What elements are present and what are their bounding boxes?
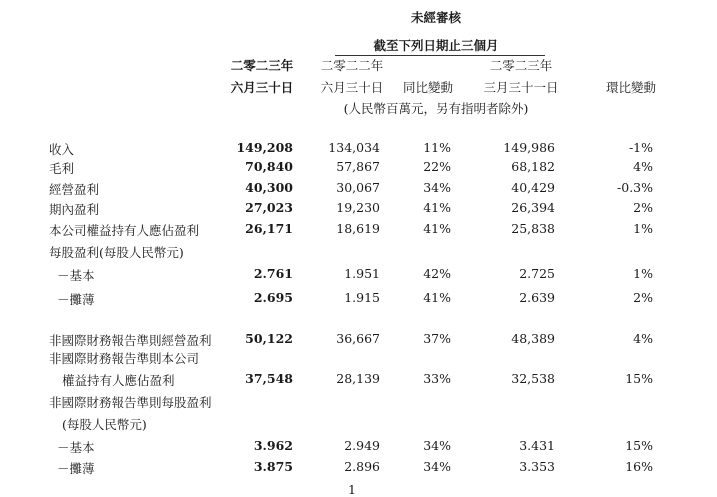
cell-col2: 19,230 [336, 200, 380, 215]
cell-col3: 34% [423, 438, 451, 453]
cell-col2: 18,619 [336, 221, 380, 236]
row-label: 非國際財務報告準則本公司 [49, 351, 200, 366]
cell-col4: 32,538 [511, 371, 555, 386]
cell-col1: 26,171 [245, 221, 293, 236]
cell-col3: 37% [423, 331, 451, 346]
cell-col1: 50,122 [245, 331, 293, 346]
row-label: 經營盈利 [49, 182, 100, 197]
cell-col5: 15% [625, 438, 653, 453]
cell-col1: 2.695 [253, 290, 293, 305]
period-label: 截至下列日期止三個月 [373, 38, 499, 53]
cell-col2: 1.951 [344, 266, 380, 281]
cell-col4: 68,182 [511, 159, 555, 174]
row-label: －基本 [57, 268, 95, 283]
cell-col1: 40,300 [245, 180, 293, 195]
col1-date: 六月三十日 [230, 80, 294, 95]
col4-date: 三月三十一日 [483, 80, 559, 95]
cell-col1: 70,840 [245, 159, 293, 174]
row-label: 每股盈利(每股人民幣元) [49, 245, 184, 260]
row-label: 毛利 [49, 161, 75, 176]
page-number: 1 [348, 482, 356, 497]
col2-year: 二零二二年 [320, 58, 384, 73]
col4-year: 二零二三年 [489, 58, 553, 73]
col5-header: 環比變動 [605, 80, 657, 95]
col3-header: 同比變動 [402, 80, 454, 95]
cell-col3: 22% [423, 159, 451, 174]
row-label: －攤薄 [57, 461, 95, 476]
row-label: (每股人民幣元) [62, 417, 147, 432]
cell-col4: 48,389 [511, 331, 555, 346]
cell-col5: -1% [628, 140, 653, 155]
cell-col2: 57,867 [336, 159, 380, 174]
cell-col4: 3.353 [519, 459, 555, 474]
cell-col4: 2.639 [519, 290, 555, 305]
cell-col2: 30,067 [336, 180, 380, 195]
row-label: 本公司權益持有人應佔盈利 [49, 223, 200, 238]
unaudited-label: 未經審核 [410, 10, 462, 25]
cell-col5: 1% [633, 221, 653, 236]
cell-col4: 149,986 [503, 140, 555, 155]
cell-col2: 1.915 [344, 290, 380, 305]
cell-col2: 2.949 [344, 438, 380, 453]
cell-col1: 3.875 [253, 459, 293, 474]
cell-col3: 42% [423, 266, 451, 281]
cell-col4: 25,838 [511, 221, 555, 236]
cell-col3: 41% [423, 200, 451, 215]
cell-col4: 40,429 [511, 180, 555, 195]
cell-col3: 33% [423, 371, 451, 386]
cell-col4: 2.725 [519, 266, 555, 281]
cell-col5: 1% [633, 266, 653, 281]
cell-col1: 37,548 [245, 371, 293, 386]
row-label: 期內盈利 [49, 202, 100, 217]
cell-col5: 15% [625, 371, 653, 386]
units-note: (人民幣百萬元，另有指明者除外) [343, 101, 529, 116]
cell-col2: 36,667 [336, 331, 380, 346]
row-label: 非國際財務報告準則經營盈利 [49, 333, 212, 348]
cell-col2: 134,034 [328, 140, 380, 155]
cell-col1: 3.962 [253, 438, 293, 453]
row-label: －基本 [57, 440, 95, 455]
row-label: －攤薄 [57, 292, 95, 307]
cell-col1: 2.761 [253, 266, 293, 281]
cell-col2: 2.896 [344, 459, 380, 474]
cell-col5: -0.3% [617, 180, 653, 195]
cell-col5: 4% [633, 159, 653, 174]
cell-col5: 4% [633, 331, 653, 346]
cell-col1: 27,023 [245, 200, 293, 215]
cell-col3: 34% [423, 459, 451, 474]
cell-col1: 149,208 [236, 140, 293, 155]
cell-col4: 3.431 [519, 438, 555, 453]
row-label: 收入 [49, 142, 75, 157]
cell-col5: 2% [633, 200, 653, 215]
cell-col5: 16% [625, 459, 653, 474]
cell-col3: 41% [423, 221, 451, 236]
cell-col3: 41% [423, 290, 451, 305]
cell-col2: 28,139 [336, 371, 380, 386]
col2-date: 六月三十日 [320, 80, 384, 95]
row-label: 權益持有人應佔盈利 [62, 373, 175, 388]
cell-col3: 11% [423, 140, 451, 155]
cell-col4: 26,394 [511, 200, 555, 215]
cell-col3: 34% [423, 180, 451, 195]
cell-col5: 2% [633, 290, 653, 305]
row-label: 非國際財務報告準則每股盈利 [49, 395, 212, 410]
col1-year: 二零二三年 [230, 58, 294, 73]
